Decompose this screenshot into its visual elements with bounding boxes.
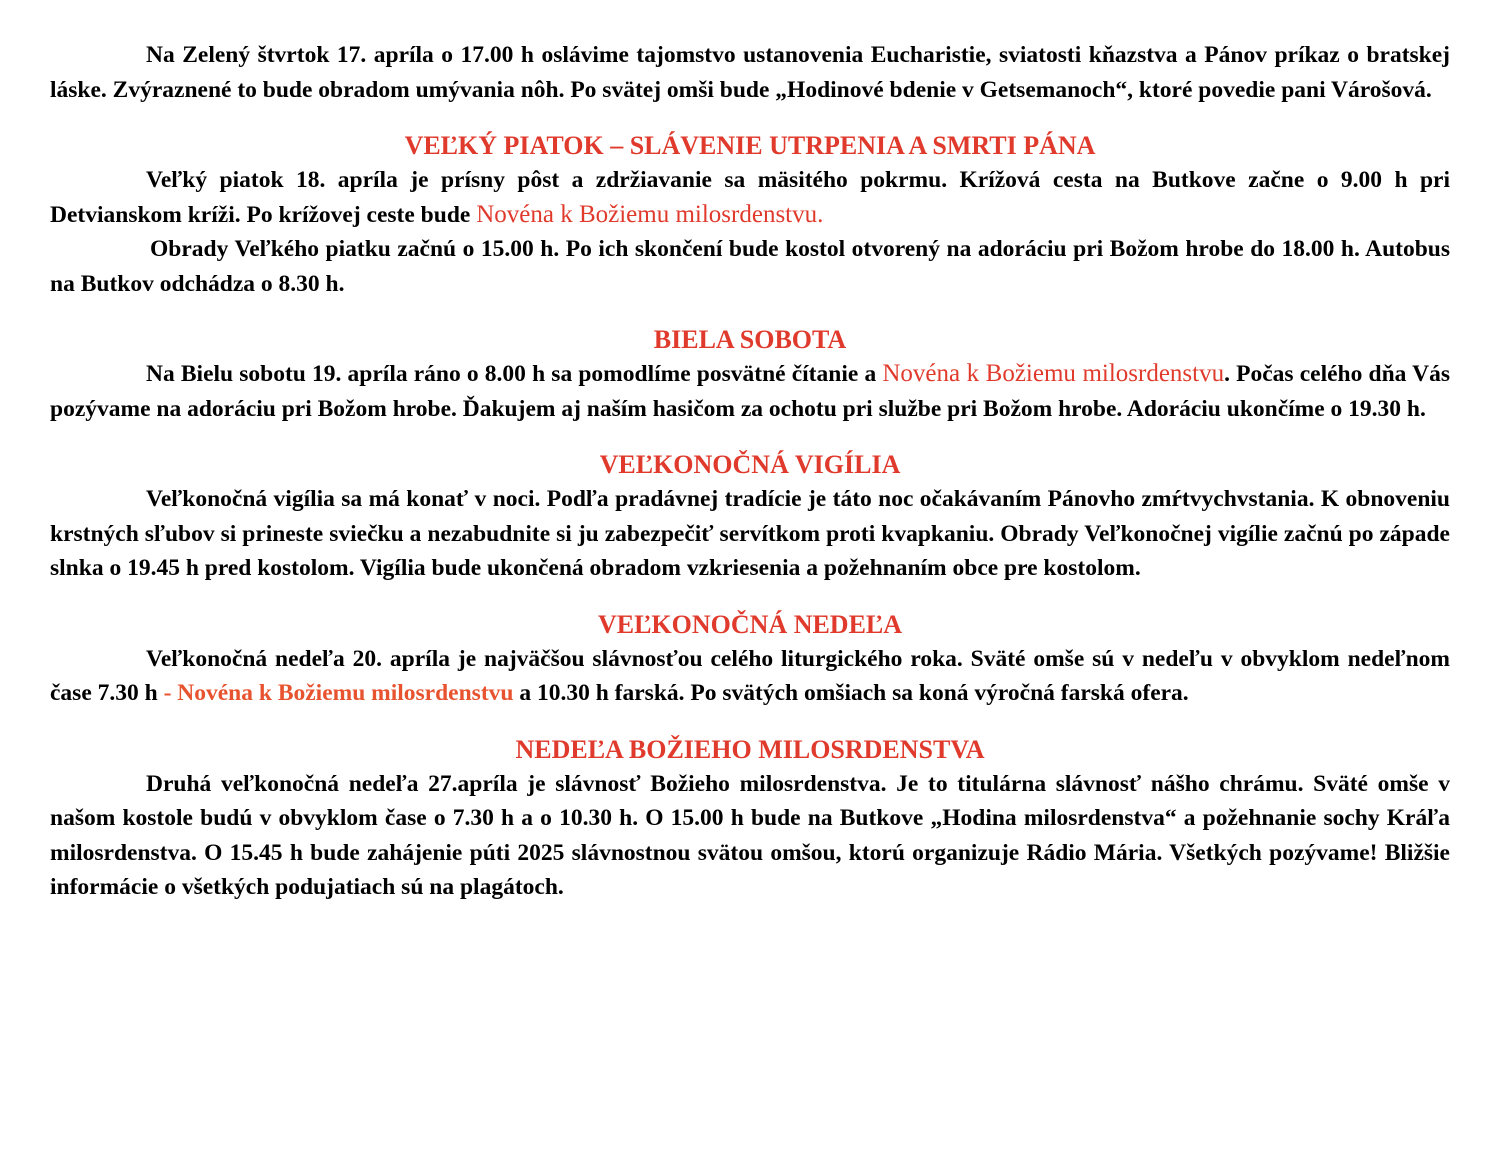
spacer <box>50 301 1450 323</box>
bulletin-document <box>50 38 1450 905</box>
intro-paragraph: Na Zelený štvrtok 17. apríla o 17.00 h oslávime tajomstvo ustanovenia Eucharistie, sviatosti kňazstva a Pánov príkaz o bratskej láske. Zvýraznené to bude obradom umývania nôh. Po svätej omši bude „Hodinové bdenie v Getsemanoch“, ktoré povedie pani Várošová. <box>50 42 1450 103</box>
velky-piatok-paragraph-2: Obrady Veľkého piatku začnú o 15.00 h. Po ich skončení bude kostol otvorený na adoráciu pri Božom hrobe do 18.00 h. Autobus na Butkov odchádza o 8.30 h. <box>50 236 1450 297</box>
biela-sobota-text-after: . Počas celého dňa Vás pozývame na adoráciu pri Božom hrobe. Ďakujem aj naším hasičom za ochotu pri službe pri Božom hrobe. Adoráciu ukončíme o 19.30 h. <box>50 361 1450 422</box>
spacer <box>50 586 1450 608</box>
biela-sobota-text-before: Na Bielu sobotu 19. apríla ráno o 8.00 h sa pomodlíme posvätné čítanie a <box>146 361 883 387</box>
novena-highlight: Novéna k Božiemu milosrdenstvu. <box>476 200 824 228</box>
biela-sobota-paragraph <box>50 357 1450 426</box>
velkonocna-vigilia-paragraph: Veľkonočná vigília sa má konať v noci. Podľa pradávnej tradície je táto noc očakávaním Pánovho zmŕtvychvstania. K obnoveniu krstných sľubov si prineste sviečku a nezabudnite si ju zabezpečiť servítkom proti kvapkaniu. Obrady Veľkonočnej vigílie začnú po západe slnka o 19.45 h pred kostolom. Vigília bude ukončená obradom vzkriesenia a požehnaním obce pre kostolom. <box>50 486 1450 581</box>
spacer <box>50 426 1450 448</box>
heading-biela-sobota: BIELA SOBOTA <box>653 325 847 354</box>
velkonocna-nedela-text-before: Veľkonočná nedeľa 20. apríla je najväčšou slávnosťou celého liturgického roka. Sväté omše sú v nedeľu v obvyklom nedeľnom čase 7.30 h <box>50 645 1450 706</box>
nedela-bozieho-milosrdenstva-paragraph: Druhá veľkonočná nedeľa 27.apríla je slávnosť Božieho milosrdenstva. Je to titulárna slávnosť nášho chrámu. Sväté omše v našom kostole budú v obvyklom čase o 7.30 h a o 10.30 h. O 15.00 h bude na Butkove „Hodina milosrdenstva“ a požehnanie sochy Kráľa milosrdenstva. O 15.45 h bude zahájenie púti 2025 slávnostnou svätou omšou, ktorú organizuje Rádio Mária. Všetkých pozývame! Bližšie informácie o všetkých podujatiach sú na plagátoch. <box>50 770 1450 900</box>
novena-highlight: - Novéna k Božiemu milosrdenstvu <box>163 680 514 706</box>
novena-highlight: Novéna k Božiemu milosrdenstvu <box>882 360 1225 387</box>
velky-piatok-paragraph-1 <box>50 163 1450 232</box>
heading-nedela-bozieho-milosrdenstva: NEDEĽA BOŽIEHO MILOSRDENSTVA <box>515 734 985 764</box>
velkonocna-nedela-text-after: a 10.30 h farská. Po svätých omšiach sa koná výročná farská ofera. <box>513 680 1189 706</box>
heading-velkonocna-nedela: VEĽKONOČNÁ NEDEĽA <box>597 609 903 639</box>
spacer <box>50 107 1450 129</box>
heading-velky-piatok: VEĽKÝ PIATOK – SLÁVENIE UTRPENIA A SMRTI PÁNA <box>404 131 1096 160</box>
spacer <box>50 711 1450 733</box>
velky-piatok-text: Veľký piatok 18. apríla je prísny pôst a zdržiavanie sa mäsitého pokrmu. Krížová cesta na Butkove začne o 9.00 h pri Detvianskom kríži. Po krížovej ceste bude <box>50 167 1450 228</box>
velkonocna-nedela-paragraph <box>50 642 1450 711</box>
heading-velkonocna-vigilia: VEĽKONOČNÁ VIGÍLIA <box>599 450 901 479</box>
